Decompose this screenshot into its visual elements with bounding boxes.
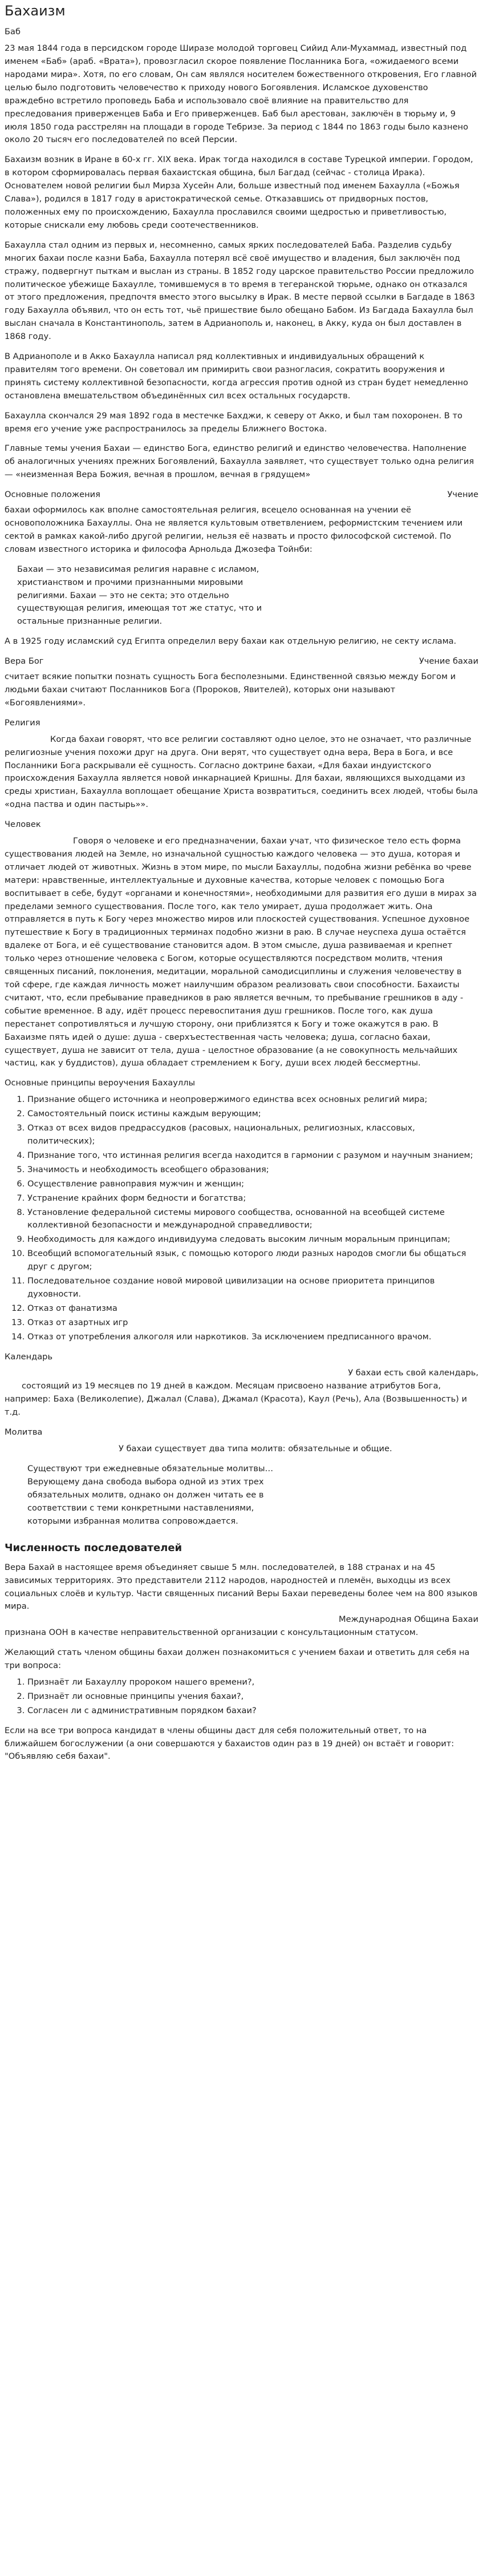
questions-list bbox=[5, 1676, 478, 1718]
positions-heading-row bbox=[5, 488, 478, 502]
toynbee-quote: Бахаи — это независимая религия наравне с исламом, христианством и прочими признанными мировыми религиями. Бахаи — это не секта; это отдельно существующая религия, имеющая тот же статус, что и остальные признанные религии. bbox=[17, 564, 262, 627]
list-item: 10. Всеобщий вспомогательный язык, с помощью которого люди разных народов смогли бы общаться друг с другом; bbox=[27, 1247, 478, 1274]
man-label: Человек bbox=[5, 819, 41, 830]
religion-label: Религия bbox=[5, 717, 40, 728]
closing-paragraph: Если на все три вопроса кандидат в члены общины даст для себя положительный ответ, то на ближайшем богослужении (а они совершаются у бахаистов один раз в 19 дней) он встаёт и говорит: "Объявляю себя бахаи". bbox=[5, 1725, 454, 1762]
positions-label: Основные положения bbox=[5, 490, 100, 500]
calendar-right-label: У бахаи есть свой календарь, bbox=[348, 1368, 478, 1378]
religion-paragraph: Когда бахаи говорят, что все религии составляют одно целое, это не означает, что различные религиозные учения похожи друг на друга. Они верят, что существует одна вера, Вера в Бога, и все Посланники Бога раскрывали её сущность. Согласно доктрине бахаи, «Для бахаи индуистского происхождения Бахаулла является новой инкарнацией Кришны. Для бахаи, являющихся выходцами из среды христиан, Бахаулла воплощает обещание Христа возвратиться, соединить всех людей, чтобы была «одна паства и один пастырь»». bbox=[5, 734, 478, 810]
list-item: 1. Признание общего источника и неопровержимого единства всех основных религий мира; bbox=[27, 1093, 478, 1107]
prayer-box: Существуют три ежедневные обязательные молитвы… Верующему дана свобода выбора одной из этих трех обязательных молитв, однако он должен читать ее в соответствии с теми конкретными наставлениями, которыми избранная молитва сопровождается. bbox=[27, 1463, 274, 1526]
list-item: 7. Устранение крайних форм бедности и богатства; bbox=[27, 1192, 478, 1205]
list-item: 5. Значимость и необходимость всеобщего образования; bbox=[27, 1164, 478, 1177]
principles-label: Основные принципы вероучения Бахауллы bbox=[5, 1078, 196, 1088]
god-paragraph: считает всякие попытки познать сущность Бога бесполезными. Единственной связью между Богом и людьми бахаи считают Посланников Бога (Пророков, Явителей), которых они называют «Богоявлениями». bbox=[5, 672, 456, 708]
god-label: Вера Бог bbox=[5, 656, 44, 667]
numbers-paragraph-1: Вера Бахай в настоящее время объединяет свыше 5 млн. последователей, в 188 странах и на 45 зависимых территориях. Это представители 2112 народов, народностей и племён, выходцы из всех социальных слоёв и культур. Части священных писаний Веры Бахаи переведены более чем на 800 языков мира. bbox=[5, 1562, 478, 1612]
calendar-paragraph: состоящий из 19 месяцев по 19 дней в каждом. Месяцам присвоено название атрибутов Бога, например: Баха (Великолепие), Джалал (Слава), Джамал (Красота), Каул (Речь), Ала (Возвышенность) и т.д. bbox=[5, 1381, 467, 1418]
page-title: Бахаизм bbox=[5, 3, 66, 19]
list-item: 12. Отказ от фанатизма bbox=[27, 1302, 478, 1315]
prayer-label: Молитва bbox=[5, 1427, 43, 1438]
list-item: 3. Отказ от всех видов предрассудков (расовых, национальных, религиозных, классовых, политических); bbox=[27, 1122, 478, 1148]
list-item: 2. Признаёт ли основные принципы учения бахаи?, bbox=[27, 1690, 478, 1703]
join-paragraph: Желающий стать членом общины бахаи должен познакомиться с учением бахаи и ответить для себя на три вопроса: bbox=[5, 1648, 470, 1671]
intro-paragraph-4: В Адрианополе и в Акко Бахаулла написал ряд коллективных и индивидуальных обращений к правителям того времени. Он советовал им примирить свои разногласия, сократить вооружения и принять систему коллективной безопасности, когда агрессия против одной из стран будет немедленно остановлена вмешательством объединённых сил всех остальных государств. bbox=[5, 352, 468, 401]
man-paragraph: Говоря о человеке и его предназначении, бахаи учат, что физическое тело есть форма существования людей на Земле, но изначальной сущностью каждого человека — это душа, которая и отличает людей от животных. Жизнь в этом мире, по мысли Бахауллы, подобна жизни ребёнка во чреве матери: нравственные, интеллектуальные и духовные качества, которые человек с помощью Бога воспитывает в себе, будут «органами и конечностями», необходимыми для развития его души в мирах за пределами земного существования. После того, как тело умирает, душа продолжает жить. Она отправляется в путь к Богу через множество миров или плоскостей существования. Успешное духовное путешествие к Богу в традиционных терминах подобно жизни в раю. В случае неуспеха душа остаётся вдалеке от Бога, и её существование становится адом. В этом смысле, душа развиваемая и крепнет только через отношение человека с Богом, которые осуществляются посредством молитв, чтения священных писаний, поклонения, медитации, моральной самодисциплины и служения человечеству в той сфере, где каждая личность может наилучшим образом реализовать свои способности. Бахаисты считают, что, если пребывание праведников в раю является вечным, то пребывание грешников в аду - событие временное. В аду, идёт процесс перевоспитания душ грешников. После того, как душа перестанет сопротивляться и лучшую сторону, они приблизятся к Богу и тоже окажутся в раю. В Бахаизме пять идей о душе: душа - сверхъестественная часть человека; душа, согласно бахаи, существует, душа не зависит от тела, душа - целостное образование (а не совокупность мельчайших частиц, как у буддистов), душа обладает стремлением к Богу, души всех людей бессмертны. bbox=[5, 836, 477, 1068]
god-heading-row bbox=[5, 655, 478, 668]
list-item: 9. Необходимость для каждого индивидуума следовать высоким личным моральным принципам; bbox=[27, 1233, 478, 1246]
intro-paragraph-3: Бахаулла стал одним из первых и, несомненно, самых ярких последователей Баба. Разделив судьбу многих бахаи после казни Баба, Бахаулла потерял всё своё имущество и владения, был заключён под стражу, подвергнут пыткам и выслан из страны. В 1852 году царское правительство России предложило политическое убежище Бахаулле, томившемуся в то время в тегеранской тюрьме, однако он отказался от этого предложения, предпочтя вместо этого высылку в Ирак. В месте первой ссылки в Багдаде в 1863 году Бахаулла объявил, что он есть тот, чьё пришествие было обещано Бабом. Из Багдада Бахаулла был выслан сначала в Константинополь, затем в Адрианополь и, наконец, в Акку, куда он был доставлен в 1868 году. bbox=[5, 240, 475, 342]
positions-paragraph: бахаи оформилось как вполне самостоятельная религия, всецело основанная на учении её основоположника Бахауллы. Она не является культовым ответвлением, реформистским течением или сектой в рамках какой-либо другой религии, нельзя её назвать и просто философской системой. По словам известного историка и философа Арнольда Джозефа Тойнби: bbox=[5, 505, 463, 554]
list-item: 14. Отказ от употребления алкоголя или наркотиков. За исключением предписанного врачом. bbox=[27, 1331, 478, 1344]
list-item: 3. Согласен ли с административным порядком бахаи? bbox=[27, 1705, 478, 1718]
numbers-paragraph-2: признана ООН в качестве неправительственной организации с консультационным статусом. bbox=[5, 1628, 419, 1638]
list-item: 11. Последовательное создание новой мировой цивилизации на основе приоритета принципов духовности. bbox=[27, 1275, 478, 1301]
list-item: 4. Признание того, что истинная религия всегда находится в гармонии с разумом и научным знанием; bbox=[27, 1149, 478, 1162]
list-item: 2. Самостоятельный поиск истины каждым верующим; bbox=[27, 1108, 478, 1121]
list-item: 8. Установление федеральной системы мирового сообщества, основанной на всеобщей системе коллективной безопасности и международной справедливости; bbox=[27, 1206, 478, 1233]
list-item: 13. Отказ от азартных игр bbox=[27, 1317, 478, 1330]
intro-paragraph-5: Бахаулла скончался 29 мая 1892 года в местечке Бахджи, к северу от Акко, и был там похоронен. В то время его учение уже распространилось за пределы Ближнего Востока. bbox=[5, 410, 462, 434]
numbers-heading: Численность последователей bbox=[5, 1542, 182, 1555]
positions-right-label: Учение bbox=[447, 490, 478, 500]
principles-list bbox=[5, 1093, 478, 1343]
prayer-intro: У бахаи существует два типа молитв: обязательные и общие. bbox=[119, 1444, 392, 1453]
god-right-label: Учение бахаи bbox=[419, 656, 478, 667]
egypt-paragraph: А в 1925 году исламский суд Египта определил веру бахаи как отдельную религию, не секту ислама. bbox=[5, 636, 457, 647]
intro-paragraph-1: 23 мая 1844 года в персидском городе Ширазе молодой торговец Сийид Али-Мухаммад, известный под именем «Баб» (араб. «Врата»), провозгласил скорое появление Посланника Бога, «ожидаемого всеми народами мира». Хотя, по его словам, Он сам являлся носителем божественного откровения, Его главной целью было подготовить человечество к приходу нового Богоявления. Исламское духовенство враждебно встретило проповедь Баба и использовало своё влияние на правительство для преследования приверженцев Баба и Его приверженцев. Баб был арестован, заключён в тюрьму и, 9 июля 1850 года расстрелян на площади в городе Тебризе. За период с 1844 по 1863 годы было казнено около 20 тысяч его последователей по всей Персии. bbox=[5, 43, 477, 145]
numbers-right-label: Международная Община Бахаи bbox=[339, 1614, 478, 1625]
intro-paragraph-6: Главные темы учения Бахаи — единство Бога, единство религий и единство человечества. Наполнение об аналогичных учениях прежних Богоявлений, Бахаулла заявляет, что существует только одна религия — «неизменная Вера Божия, вечная в прошлом, вечная в грядущем» bbox=[5, 443, 474, 480]
bab-label: Баб bbox=[5, 27, 21, 37]
list-item: 6. Осуществление равноправия мужчин и женщин; bbox=[27, 1178, 478, 1191]
calendar-label: Календарь bbox=[5, 1351, 53, 1362]
intro-paragraph-2: Бахаизм возник в Иране в 60-х гг. XIX века. Ирак тогда находился в составе Турецкой империи. Городом, в котором сформировалась первая бахаистская община, был Багдад (сейчас - столица Ирака). Основателем новой религии был Мирза Хусейн Али, больше известный под именем Бахаулла («Божья Слава»), родился в 1817 году в аристократической семье. Отказавшись от придворных постов, положенных ему по происхождению, Бахаулла прославился своими щедростью и приветливостью, которые снискали ему любовь среди соотечественников. bbox=[5, 155, 473, 230]
list-item: 1. Признаёт ли Бахауллу пророком нашего времени?, bbox=[27, 1676, 478, 1689]
